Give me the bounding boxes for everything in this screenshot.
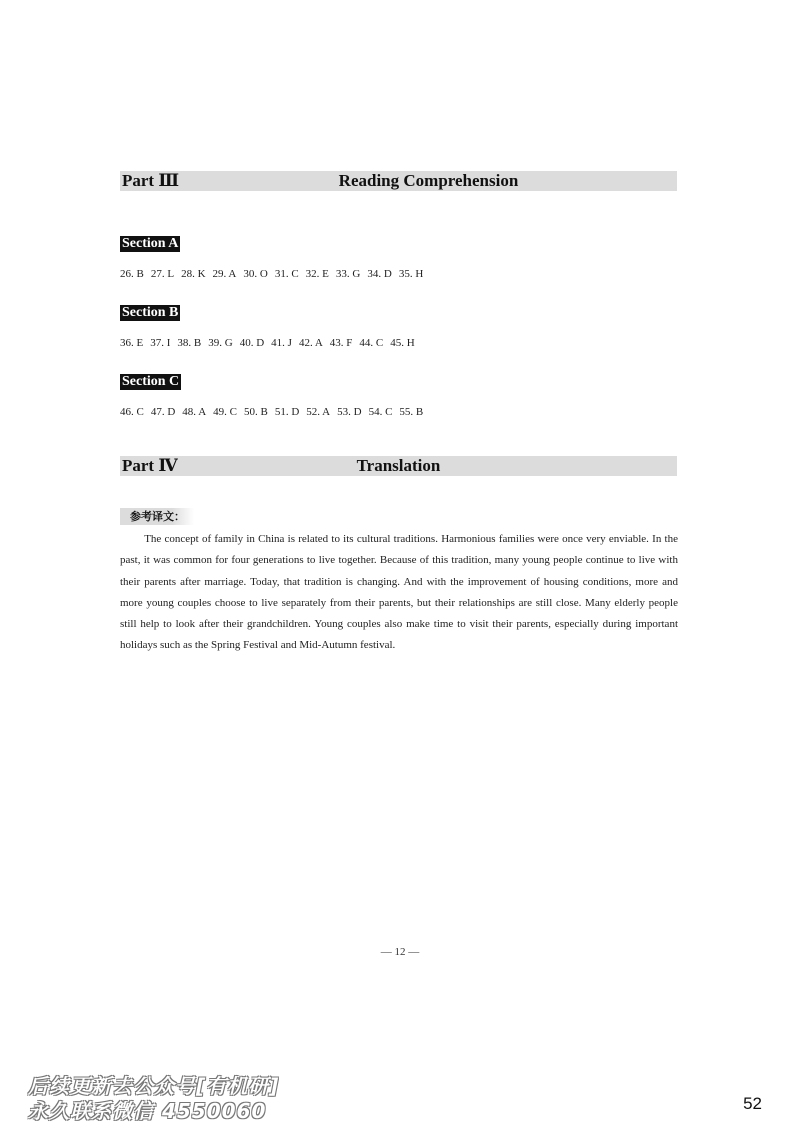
section-c-label: Section C bbox=[122, 374, 180, 389]
reference-translation-tag bbox=[120, 508, 194, 525]
part-3-label: Part Ⅲ bbox=[122, 171, 180, 190]
answer-item: 55. B bbox=[399, 406, 424, 418]
answer-item: 38. B bbox=[177, 337, 202, 349]
watermark bbox=[28, 1074, 318, 1124]
section-a-label: Section A bbox=[122, 236, 179, 251]
answer-item: 26. B bbox=[120, 268, 144, 280]
answer-item: 46. C bbox=[120, 406, 144, 418]
answer-item: 45. H bbox=[390, 337, 415, 349]
part-3-header bbox=[120, 171, 677, 191]
answer-item: 49. C bbox=[213, 406, 237, 418]
part-4-title: Translation bbox=[356, 456, 441, 475]
answer-item: 39. G bbox=[208, 337, 233, 349]
answer-item: 29. A bbox=[212, 268, 237, 280]
watermark-line-2: 永久联系微信 4550060 bbox=[28, 1099, 267, 1123]
answer-item: 37. I bbox=[150, 337, 171, 349]
answer-item: 48. A bbox=[182, 406, 207, 418]
answer-item: 27. L bbox=[150, 268, 175, 280]
answer-item: 35. H bbox=[398, 268, 424, 280]
part-4-label: Part Ⅳ bbox=[122, 456, 178, 475]
answer-item: 52. A bbox=[306, 406, 331, 418]
reference-translation-text: The concept of family in China is related to its cultural traditions. Harmonious families were once very enviable. In the past, it was common for four generations to live together. Because of this tradition, many young people continue to live with their parents after marriage. Today, that tradition is changing. And with the improvement of housing conditions, more and more young couples choose to live separately from their parents, but their relationships are still close. Many elderly people still help to look after their grandchildren. Young couples also make time to visit their parents, especially during important holidays such as the Spring Festival and Mid-Autumn festival. bbox=[120, 533, 678, 652]
answer-item: 53. D bbox=[337, 406, 362, 418]
answer-item: 31. C bbox=[274, 268, 299, 280]
answer-item: 41. J bbox=[271, 337, 292, 349]
answer-item: 42. A bbox=[298, 337, 323, 349]
scan-page-number: 52 bbox=[743, 1094, 762, 1113]
answer-item: 47. D bbox=[150, 406, 176, 418]
answer-item: 50. B bbox=[243, 406, 268, 418]
reference-translation-label: 参考译文： bbox=[130, 510, 185, 523]
answer-item: 33. G bbox=[335, 268, 361, 280]
section-a-answers bbox=[120, 268, 423, 280]
answer-item: 28. K bbox=[181, 268, 206, 280]
answer-item: 40. D bbox=[239, 337, 265, 349]
part-3-title: Reading Comprehension bbox=[338, 171, 519, 190]
answer-item: 43. F bbox=[329, 337, 353, 349]
section-b-answers bbox=[120, 337, 415, 349]
answer-item: 34. D bbox=[367, 268, 392, 280]
answer-item: 36. E bbox=[120, 337, 144, 349]
answer-item: 54. C bbox=[368, 406, 393, 418]
answer-item: 44. C bbox=[359, 337, 384, 349]
watermark-line-1: 后续更新去公众号[有机研] bbox=[28, 1074, 280, 1098]
section-b-label: Section B bbox=[122, 305, 179, 320]
part-4-header bbox=[120, 456, 677, 476]
answer-item: 30. O bbox=[243, 268, 268, 280]
answer-item: 51. D bbox=[274, 406, 300, 418]
answer-item: 32. E bbox=[305, 268, 329, 280]
section-c-answers bbox=[120, 406, 423, 418]
page-number: — 12 — bbox=[380, 946, 420, 958]
